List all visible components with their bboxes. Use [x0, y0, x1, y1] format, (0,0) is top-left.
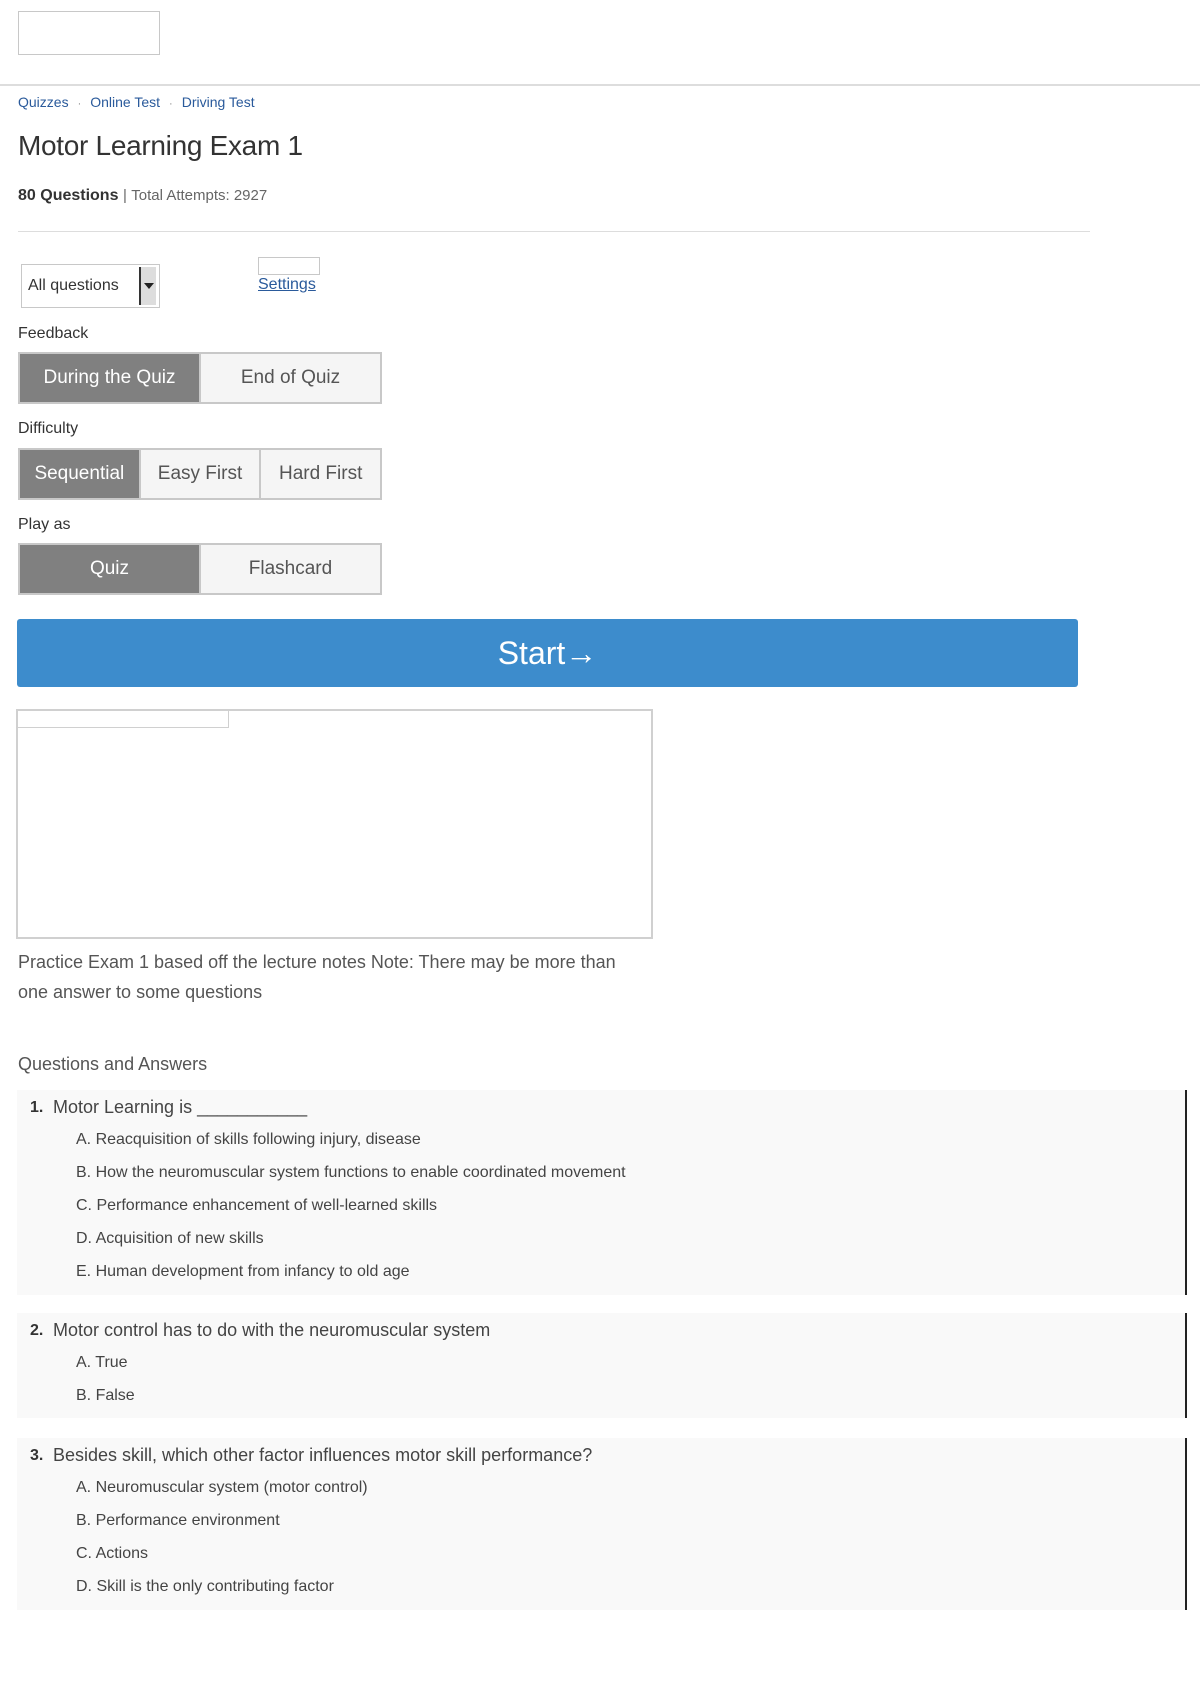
questions-and-answers-heading: Questions and Answers: [18, 1054, 208, 1074]
header-divider: [0, 84, 1200, 86]
answer-option: C. Actions: [76, 1545, 149, 1562]
quiz-description: Practice Exam 1 based off the lecture notes Note: There may be more than one answer to some questions: [18, 952, 616, 1002]
quiz-media-frame: [16, 709, 653, 939]
question-filter-value: All questions: [28, 277, 119, 294]
quiz-meta: [18, 187, 267, 205]
page-title: Motor Learning Exam 1: [18, 130, 303, 161]
difficulty-easy-first-button[interactable]: Easy First: [139, 450, 260, 498]
answer-list: [76, 1130, 626, 1295]
answer-option: C. Performance enhancement of well-learned skills: [76, 1197, 438, 1214]
difficulty-sequential-button[interactable]: Sequential: [20, 450, 139, 498]
play-as-toggle: [18, 543, 382, 595]
difficulty-label: Difficulty: [18, 420, 79, 437]
question-number: 3.: [30, 1447, 44, 1464]
breadcrumb-driving-test[interactable]: Driving Test: [181, 94, 255, 110]
answer-option: B. How the neuromuscular system functions to enable coordinated movement: [76, 1164, 626, 1181]
answer-option: A. Neuromuscular system (motor control): [76, 1479, 368, 1496]
breadcrumb-online-test[interactable]: Online Test: [90, 94, 161, 110]
play-as-label: Play as: [18, 516, 71, 533]
settings-icon[interactable]: [258, 257, 320, 275]
site-logo[interactable]: [18, 11, 160, 55]
question-card: [17, 1438, 1187, 1610]
breadcrumb: [18, 94, 255, 110]
answer-option: D. Acquisition of new skills: [76, 1230, 264, 1247]
answer-option: B. False: [76, 1387, 135, 1404]
meta-divider-line: [18, 231, 1090, 232]
difficulty-hard-first-button[interactable]: Hard First: [259, 450, 380, 498]
breadcrumb-separator: ·: [77, 98, 82, 110]
feedback-label: Feedback: [18, 325, 89, 342]
dropdown-arrow-icon[interactable]: [139, 267, 156, 305]
question-card: [17, 1090, 1187, 1295]
question-card: [17, 1313, 1187, 1418]
question-number: 1.: [30, 1099, 44, 1116]
start-button[interactable]: Start→: [17, 619, 1078, 687]
answer-list: [76, 1478, 368, 1610]
feedback-toggle: [18, 352, 382, 404]
media-frame-tab: [18, 711, 229, 728]
difficulty-toggle: [18, 448, 382, 500]
total-attempts: Total Attempts: 2927: [131, 187, 268, 204]
settings[interactable]: [258, 257, 320, 294]
answer-option: D. Skill is the only contributing factor: [76, 1578, 334, 1595]
play-as-flashcard-button[interactable]: Flashcard: [199, 545, 380, 593]
answer-option: E. Human development from infancy to old age: [76, 1263, 410, 1280]
feedback-end-of-quiz-button[interactable]: End of Quiz: [199, 354, 380, 402]
question-count: 80 Questions: [18, 187, 119, 204]
question-text: Motor control has to do with the neuromuscular system: [53, 1320, 491, 1340]
question-text: Besides skill, which other factor influences motor skill performance?: [53, 1445, 593, 1465]
answer-option: A. True: [76, 1354, 128, 1371]
feedback-during-quiz-button[interactable]: During the Quiz: [20, 354, 199, 402]
breadcrumb-quizzes[interactable]: Quizzes: [18, 94, 69, 110]
question-filter-select[interactable]: [21, 264, 160, 308]
settings-link[interactable]: Settings: [258, 276, 316, 293]
question-number: 2.: [30, 1322, 44, 1339]
answer-option: B. Performance environment: [76, 1512, 280, 1529]
answer-list: [76, 1353, 135, 1419]
play-as-quiz-button[interactable]: Quiz: [20, 545, 199, 593]
breadcrumb-separator: ·: [169, 98, 173, 110]
question-text: Motor Learning is ___________: [53, 1097, 308, 1117]
meta-divider: |: [122, 187, 127, 204]
answer-option: A. Reacquisition of skills following injury, disease: [76, 1131, 421, 1148]
